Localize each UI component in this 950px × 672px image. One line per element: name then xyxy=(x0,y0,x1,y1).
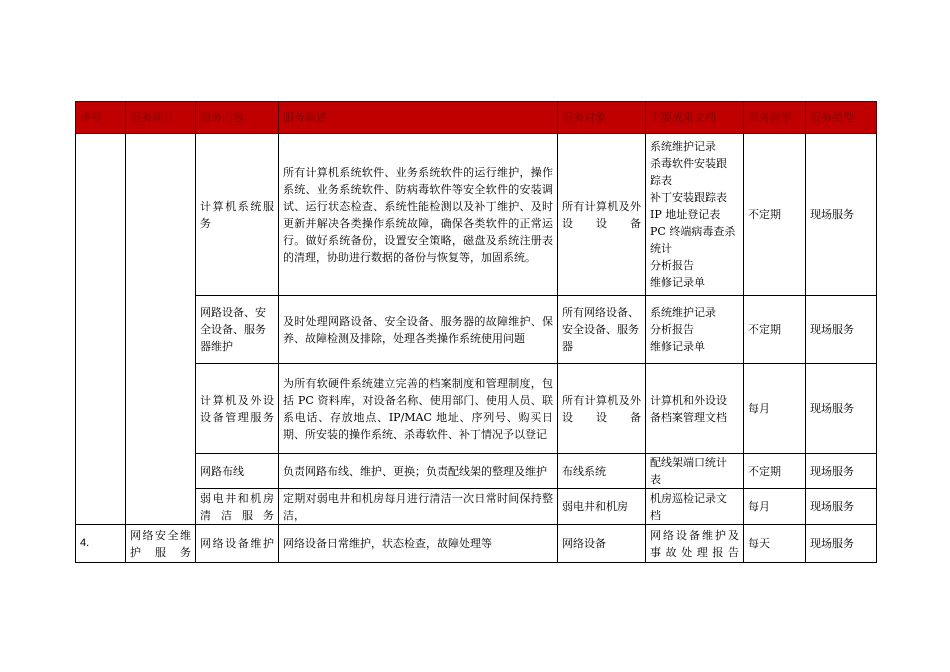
doc-line: 系统维护记录 xyxy=(650,306,716,319)
table-header-row xyxy=(76,102,877,134)
cell-docs xyxy=(646,134,744,296)
doc-line: 踪表 xyxy=(650,174,672,187)
table-row xyxy=(76,134,877,296)
table-row xyxy=(76,489,877,525)
cell-desc: 为所有软硬件系统建立完善的档案制度和管理制度，包括 PC 资料库，对设备名称、使用部门、使用人员、联系电话、存放地点、IP/MAC 地址、序列号、购买日期、所安装的操作系统、杀毒软件、补丁情况予以登记 xyxy=(279,364,558,454)
cell-content: 网路设备、安全设备、服务器维护 xyxy=(196,296,279,364)
header-docs: 主要成果文档 xyxy=(646,102,744,134)
cell-item xyxy=(126,134,196,525)
cell-target: 所有计算机及外设设备 xyxy=(558,134,646,296)
doc-line: 档 xyxy=(650,508,661,522)
cell-target: 网络设备 xyxy=(558,525,646,563)
header-type: 服务类型 xyxy=(806,102,877,134)
doc-line: 分析报告 xyxy=(650,259,694,272)
doc-line: 系统维护记录 xyxy=(650,140,716,153)
doc-line: 分析报告 xyxy=(650,323,694,336)
cell-no: 4. xyxy=(76,525,126,563)
cell-desc: 所有计算机系统软件、业务系统软件的运行维护，操作系统、业务系统软件、防病毒软件等安全软件的安装调试、运行状态检查、系统性能检测以及补丁维护、及时更新并解决各类操作系统故障，确保各类软件的正常运行。做好系统备份，设置安全策略，磁盘及系统注册表的清理，协助进行数据的备份与恢复等，加固系统。 xyxy=(279,134,558,296)
table-row xyxy=(76,364,877,454)
table-row xyxy=(76,296,877,364)
service-table xyxy=(75,101,877,563)
cell-desc: 定期对弱电井和机房每月进行清洁一次日常时间保持整洁， xyxy=(279,489,558,525)
header-desc: 服务简述 xyxy=(279,102,558,134)
cell-type: 现场服务 xyxy=(806,134,877,296)
cell-target: 弱电井和机房 xyxy=(558,489,646,525)
cell-target: 所有网络设备、安全设备、服务器 xyxy=(558,296,646,364)
cell-docs xyxy=(646,489,744,525)
cell-freq: 每月 xyxy=(744,489,806,525)
doc-line: 事故处理报告 xyxy=(650,545,739,559)
cell-docs xyxy=(646,296,744,364)
cell-freq: 不定期 xyxy=(744,134,806,296)
cell-content: 计算机及外设设备管理服务 xyxy=(196,364,279,454)
doc-line: IP 地址登记表 xyxy=(650,208,721,221)
cell-content: 网络设备维护 xyxy=(196,525,279,563)
header-item: 服务项目 xyxy=(126,102,196,134)
doc-line: 维修记录单 xyxy=(650,340,705,353)
table-row xyxy=(76,525,877,563)
cell-freq: 每月 xyxy=(744,364,806,454)
cell-freq: 不定期 xyxy=(744,296,806,364)
cell-no xyxy=(76,134,126,525)
cell-docs xyxy=(646,364,744,454)
doc-line: 计算机和外设设 xyxy=(650,393,727,407)
cell-content: 网路布线 xyxy=(196,454,279,489)
doc-line: 杀毒软件安装跟 xyxy=(650,157,727,170)
cell-docs xyxy=(646,454,744,489)
doc-line: PC 终端病毒查杀 xyxy=(650,225,736,238)
doc-line: 表 xyxy=(650,473,661,486)
doc-line: 统计 xyxy=(650,242,672,255)
cell-freq: 每天 xyxy=(744,525,806,563)
doc-line: 补丁安装跟踪表 xyxy=(650,191,727,204)
cell-target: 所有计算机及外设设备 xyxy=(558,364,646,454)
cell-type: 现场服务 xyxy=(806,489,877,525)
doc-line: 网络设备维护及 xyxy=(650,528,739,542)
cell-type: 现场服务 xyxy=(806,525,877,563)
cell-desc: 网络设备日常维护，状态检查，故障处理等 xyxy=(279,525,558,563)
cell-type: 现场服务 xyxy=(806,454,877,489)
cell-desc: 负责网路布线、维护、更换；负责配线架的整理及维护 xyxy=(279,454,558,489)
cell-desc: 及时处理网路设备、安全设备、服务器的故障维护、保养、故障检测及排除，处理各类操作系统使用问题 xyxy=(279,296,558,364)
table-row xyxy=(76,454,877,489)
cell-content: 计算机系统服务 xyxy=(196,134,279,296)
header-no: 序号 xyxy=(76,102,126,134)
cell-item: 网络安全维护服务 xyxy=(126,525,196,563)
doc-line: 备档案管理文档 xyxy=(650,410,727,424)
doc-line: 机房巡检记录文 xyxy=(650,491,727,505)
cell-type: 现场服务 xyxy=(806,364,877,454)
cell-target: 布线系统 xyxy=(558,454,646,489)
cell-type: 现场服务 xyxy=(806,296,877,364)
cell-freq: 不定期 xyxy=(744,454,806,489)
header-target: 服务对象 xyxy=(558,102,646,134)
cell-content: 弱电井和机房清洁服务 xyxy=(196,489,279,525)
header-freq: 服务频率 xyxy=(744,102,806,134)
cell-docs xyxy=(646,525,744,563)
header-content: 服务内容 xyxy=(196,102,279,134)
doc-line: 维修记录单 xyxy=(650,276,705,289)
doc-line: 配线架端口统计 xyxy=(650,456,727,469)
